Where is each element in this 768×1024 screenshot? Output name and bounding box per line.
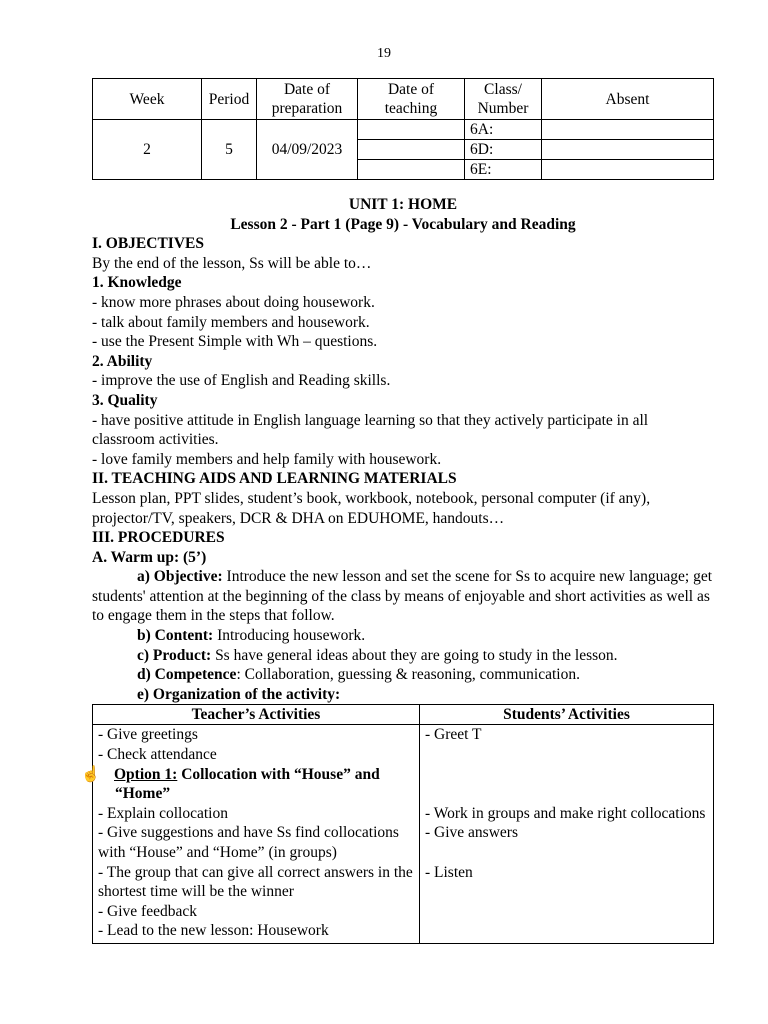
teacher-step: - Give suggestions and have Ss find collocations with “House” and “Home” (in groups) (98, 824, 399, 861)
activities-header-row (93, 705, 714, 725)
class-cell: 6D: (465, 140, 542, 160)
header-class-l1: Class/ (484, 81, 522, 98)
unit-title: UNIT 1: HOME (348, 196, 458, 213)
header-class (465, 79, 542, 120)
product-paragraph (92, 646, 714, 666)
class-cell: 6E: (465, 160, 542, 180)
student-step: - Greet T (425, 726, 482, 744)
ability-heading: 2. Ability (92, 352, 153, 370)
header-week: Week (93, 79, 202, 120)
info-row (93, 120, 714, 140)
student-activities-cell (420, 725, 714, 944)
lesson-info-table (92, 78, 714, 180)
header-date-teach-l1: Date of (387, 81, 435, 98)
procedures-heading: III. PROCEDURES (92, 529, 225, 547)
product-text: Ss have general ideas about they are going to study in the lesson. (211, 646, 618, 664)
materials-heading: II. TEACHING AIDS AND LEARNING MATERIALS (92, 470, 457, 488)
teacher-step: - The group that can give all correct answers in the shortest time will be the winner (98, 863, 413, 901)
absent-cell (542, 140, 714, 160)
objective-text: Introduce the new lesson and set the scene for Ss to acquire new language; get students' attention at the beginning of the class by means of enjoyable and short activities as well as to engage them in the steps that follow. (92, 568, 713, 625)
class-cell: 6A: (465, 120, 542, 140)
header-date-prep-l1: Date of (283, 81, 331, 98)
competence-text: : Collaboration, guessing & reasoning, communication. (236, 666, 580, 684)
activities-row (93, 725, 714, 944)
teacher-step: - Give feedback (98, 902, 197, 920)
absent-cell (542, 160, 714, 180)
teach-date-cell (358, 160, 465, 180)
teach-date-cell (358, 140, 465, 160)
materials-text: Lesson plan, PPT slides, student’s book, workbook, notebook, personal computer (if any), projector/TV, speakers, DCR & DHA on EDUHOME, handouts… (92, 489, 651, 527)
warmup-heading: A. Warm up: (5’) (92, 548, 207, 566)
teacher-activities-cell (81, 725, 420, 944)
competence-paragraph (92, 665, 714, 685)
content-label: b) Content: (137, 627, 214, 645)
week-value: 2 (93, 120, 202, 180)
knowledge-heading: 1. Knowledge (92, 274, 182, 292)
teacher-activities-header: Teacher’s Activities (93, 705, 420, 725)
activities-table (81, 704, 714, 944)
header-absent: Absent (542, 79, 714, 120)
objectives-heading: I. OBJECTIVES (92, 235, 204, 253)
option-heading (81, 765, 414, 804)
lesson-content (81, 195, 714, 944)
header-date-teach (358, 79, 465, 120)
student-spacer (425, 745, 708, 804)
quality-item: - have positive attitude in English language learning so that they actively participate in all classroom activities. (92, 411, 649, 449)
pointing-hand-icon: ☝ (81, 765, 101, 783)
student-step: - Listen (425, 863, 473, 881)
period-value: 5 (202, 120, 257, 180)
header-date-prep-l2: preparation (271, 100, 343, 117)
option-label: Option 1: (114, 765, 178, 783)
knowledge-item: - talk about family members and housework. (92, 313, 370, 331)
header-class-l2: Number (477, 100, 529, 117)
objectives-intro: By the end of the lesson, Ss will be able to… (92, 254, 372, 272)
teacher-step: - Lead to the new lesson: Housework (98, 922, 329, 940)
ability-item: - improve the use of English and Reading skills. (92, 372, 391, 390)
absent-cell (542, 120, 714, 140)
content-paragraph (92, 626, 714, 646)
knowledge-item: - use the Present Simple with Wh – questions. (92, 333, 378, 351)
page-number: 19 (377, 46, 391, 61)
teacher-step: - Check attendance (98, 746, 217, 764)
teacher-step: - Explain collocation (98, 804, 228, 822)
product-label: c) Product: (137, 646, 212, 664)
prep-date-value: 04/09/2023 (257, 120, 358, 180)
info-header-row (93, 79, 714, 120)
teach-date-cell (358, 120, 465, 140)
student-step: - Give answers (425, 824, 518, 842)
teacher-step: - Give greetings (98, 726, 198, 744)
student-activities-header: Students’ Activities (420, 705, 714, 725)
header-period: Period (202, 79, 257, 120)
quality-heading: 3. Quality (92, 391, 158, 409)
quality-item: - love family members and help family with housework. (92, 450, 442, 468)
organization-label: e) Organization of the activity: (137, 685, 341, 703)
student-spacer (425, 843, 708, 863)
competence-label: d) Competence (137, 666, 237, 684)
student-step: - Work in groups and make right collocations (425, 804, 706, 822)
lesson-title: Lesson 2 - Part 1 (Page 9) - Vocabulary and Reading (230, 215, 576, 233)
knowledge-item: - know more phrases about doing housework. (92, 293, 375, 311)
header-date-teach-l2: teaching (384, 100, 438, 117)
content-text: Introducing housework. (213, 627, 366, 645)
option-title: Collocation with “House” and “Home” (115, 765, 380, 803)
objective-label: a) Objective: (137, 568, 223, 586)
header-date-prep (257, 79, 358, 120)
objective-paragraph (92, 567, 714, 626)
